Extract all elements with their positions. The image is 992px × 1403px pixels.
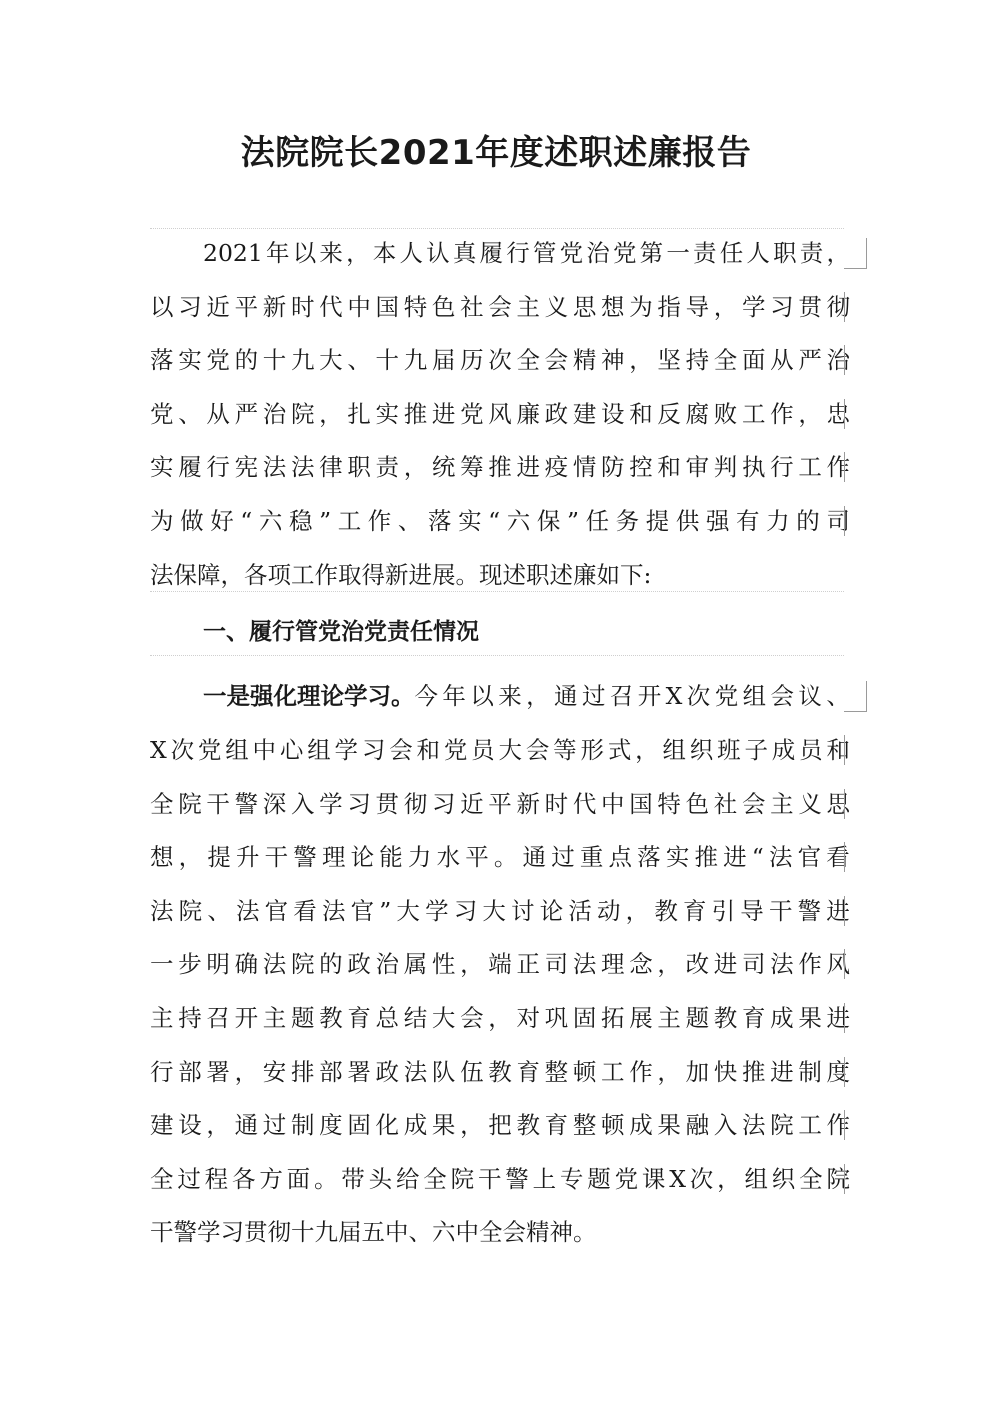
text-line: 2021 年 以 来 ， 本 人 认 真 履 行 管 党 治 党 第 一 责 任 人 职 责 ， — [203, 239, 850, 267]
document-title: 法院院长2021年度述职述廉报告 — [240, 133, 752, 173]
revision-mark — [844, 238, 867, 269]
paragraph-guide — [150, 655, 844, 656]
text-line: 实 履 行 宪 法 法 律 职 责 ， 统 筹 推 进 疫 情 防 控 和 审 判 执 行 工 作 — [150, 453, 850, 482]
revision-mark — [844, 949, 845, 979]
text-line: 主 持 召 开 主 题 教 育 总 结 大 会 ， 对 巩 固 拓 展 主 题 教 育 成 果 进 — [150, 1004, 850, 1032]
text-line: X 次 党 组 中 心 组 学 习 会 和 党 员 大 会 等 形 式 ， 组 织 班 子 成 员 和 — [150, 736, 850, 764]
text-line: 以 习 近 平 新 时 代 中 国 特 色 社 会 主 义 思 想 为 指 导 ， 学 习 贯 彻 — [150, 292, 850, 321]
revision-mark — [844, 735, 845, 765]
text-line: 法保障，各项工作取得新进展。现述职述廉如下: — [150, 560, 652, 589]
revision-mark — [844, 292, 845, 322]
paragraph-first-line — [203, 681, 850, 711]
revision-mark — [844, 345, 845, 375]
revision-mark — [844, 1003, 845, 1033]
revision-mark — [844, 452, 845, 482]
text-line: 一 步 明 确 法 院 的 政 治 属 性 ， 端 正 司 法 理 念 ， 改 进 司 法 作 风 — [150, 950, 850, 979]
revision-mark — [844, 842, 845, 872]
text-line: 落 实 党 的 十 九 大 、 十 九 届 历 次 全 会 精 神 ， 坚 持 全 面 从 严 治 — [150, 346, 850, 375]
revision-mark — [844, 1057, 845, 1087]
revision-mark — [844, 1110, 845, 1140]
revision-mark — [844, 789, 845, 819]
revision-mark — [844, 896, 845, 926]
paragraph-guide — [150, 228, 844, 229]
text-line: 行 部 署 ， 安 排 部 署 政 法 队 伍 教 育 整 顿 工 作 ， 加 快 推 进 制 度 — [150, 1057, 850, 1086]
text-line: 法 院 、 法 官 看 法 官 ” 大 学 习 大 讨 论 活 动 ， 教 育 引 导 干 警 进 — [150, 896, 850, 925]
revision-mark — [844, 1164, 845, 1194]
revision-mark — [844, 399, 845, 429]
text-line: 建 设 ， 通 过 制 度 固 化 成 果 ， 把 教 育 整 顿 成 果 融 入 法 院 工 作 — [150, 1111, 850, 1140]
text-line: 全 过 程 各 方 面 。 带 头 给 全 院 干 警 上 专 题 党 课 X 次 ， 组 织 全 院 — [150, 1164, 850, 1193]
text-line: 全 院 干 警 深 入 学 习 贯 彻 习 近 平 新 时 代 中 国 特 色 社 会 主 义 思 — [150, 789, 850, 818]
section-heading: 一、履行管党治党责任情况 — [203, 619, 479, 645]
paragraph-lead: 一是强化理论学习。 — [203, 682, 415, 710]
text-line: 党 、 从 严 治 院 ， 扎 实 推 进 党 风 廉 政 建 设 和 反 腐 败 工 作 ， 忠 — [150, 399, 850, 428]
revision-mark — [844, 681, 867, 712]
text-line: 干警学习贯彻十九届五中、六中全会精神。 — [150, 1218, 597, 1247]
paragraph-guide — [150, 591, 844, 592]
text-line: 想 ， 提 升 干 警 理 论 能 力 水 平 。 通 过 重 点 落 实 推 进 “ 法 官 看 — [150, 843, 850, 872]
paragraph-text: 今 年 以 来 ， 通 过 召 开 X 次 党 组 会 议 、 — [414, 682, 850, 710]
revision-mark — [844, 506, 845, 536]
text-line: 为 做 好 “ 六 稳 ” 工 作 、 落 实 “ 六 保 ” 任 务 提 供 强 有 力 的 司 — [150, 507, 850, 535]
